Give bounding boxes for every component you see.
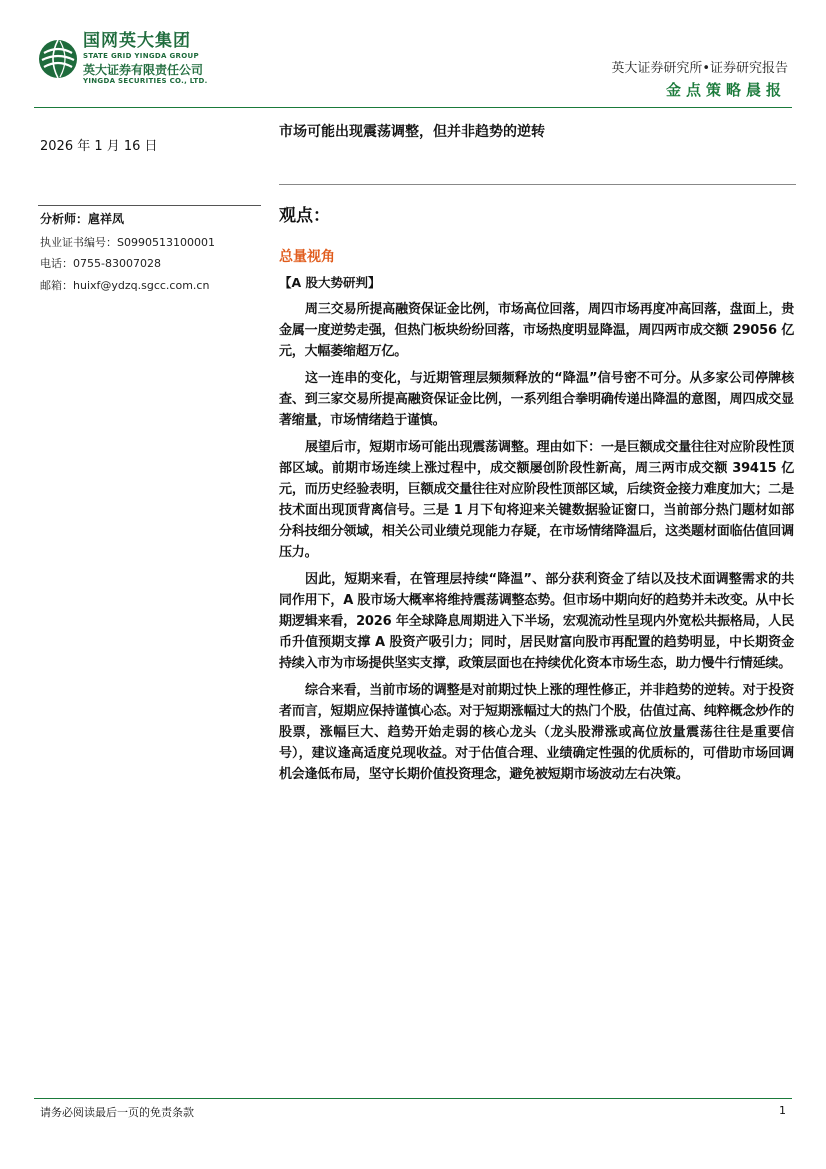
paragraph: 综合来看，当前市场的调整是对前期过快上涨的理性修正，并非趋势的逆转。对于投资者而言，短期应保持谨慎心态。对于短期涨幅过大的热门个股，估值过高、纯粹概念炒作的股票，涨幅巨大、趋势开始走弱的核心龙头（龙头股滞涨或高位放量震荡往往是重要信号），建议逢高适度兑现收益。对于估值合理、业绩确定性强的优质标的，可借助市场回调机会逢低布局，坚守长期价值投资理念，避免被短期市场波动左右决策。 bbox=[279, 683, 794, 782]
section-title: 总量视角 bbox=[279, 249, 335, 265]
analyst-cert: 执业证书编号：S0990513100001 bbox=[40, 236, 215, 249]
logo-group-name: 国网英大集团 bbox=[83, 31, 191, 51]
report-date: 2026 年 1 月 16 日 bbox=[40, 139, 158, 154]
sidebar-divider bbox=[38, 205, 261, 206]
report-title: 市场可能出现震荡调整，但并非趋势的逆转 bbox=[279, 124, 545, 140]
institute-label: 英大证券研究所•证券研究报告 bbox=[611, 61, 788, 76]
disclaimer-note: 请务必阅读最后一页的免责条款 bbox=[40, 1106, 194, 1119]
header-divider bbox=[34, 107, 792, 108]
paragraph: 展望后市，短期市场可能出现震荡调整。理由如下：一是巨额成交量往往对应阶段性顶部区域。前期市场连续上涨过程中，成交额屡创阶段性新高，周三两市成交额 39415 亿元，而历史经验表明，巨额成交量往往对应阶段性顶部区域，后续资金接力难度加大；二是技术面出现顶背离信号。三是 1 月下旬将迎来关键数据验证窗口，当前部分热门题材如部分科技细分领域，相关公司业绩兑现能力存疑，在市场情绪降温后，这类题材面临估值回调压力。 bbox=[279, 440, 794, 560]
analyst-email: 邮箱：huixf@ydzq.sgcc.com.cn bbox=[40, 279, 210, 292]
logo-company-name-en: YINGDA SECURITIES CO., LTD. bbox=[83, 77, 208, 85]
title-divider bbox=[279, 184, 796, 185]
subsection-title: 【A 股大势研判】 bbox=[279, 275, 381, 290]
paragraph: 这一连串的变化，与近期管理层频频释放的“降温”信号密不可分。从多家公司停牌核查、到三家交易所提高融资保证金比例，一系列组合拳明确传递出降温的意图，周四成交显著缩量，市场情绪趋于谨慎。 bbox=[279, 371, 794, 428]
view-heading: 观点： bbox=[279, 206, 330, 226]
paragraph: 因此，短期来看，在管理层持续“降温”、部分获利资金了结以及技术面调整需求的共同作用下，A 股市场大概率将维持震荡调整态势。但市场中期向好的趋势并未改变。从中长期逻辑来看，2026 年全球降息周期进入下半场，宏观流动性呈现内外宽松共振格局，人民币升值预期支撑 A 股资产吸引力；同时，居民财富向股市再配置的趋势明显，中长期资金持续入市为市场提供坚实支撑，政策层面也在持续优化资本市场生态，助力慢牛行情延续。 bbox=[279, 572, 794, 671]
report-body bbox=[279, 299, 794, 791]
analyst-phone: 电话：0755-83007028 bbox=[40, 257, 161, 270]
page-number: 1 bbox=[779, 1104, 786, 1117]
company-logo bbox=[38, 33, 208, 85]
state-grid-globe-icon bbox=[38, 39, 78, 79]
footer-divider bbox=[34, 1098, 792, 1099]
report-type-label: 金点策略晨报 bbox=[665, 81, 786, 99]
paragraph: 周三交易所提高融资保证金比例，市场高位回落，周四市场再度冲高回落，盘面上，贵金属一度逆势走强，但热门板块纷纷回落，市场热度明显降温，周四两市成交额 29056 亿元，大幅萎缩超万亿。 bbox=[279, 302, 794, 359]
logo-group-name-en: STATE GRID YINGDA GROUP bbox=[83, 52, 199, 60]
analyst-name: 分析师：扈祥凤 bbox=[40, 212, 125, 226]
logo-company-name: 英大证券有限责任公司 bbox=[83, 63, 204, 77]
